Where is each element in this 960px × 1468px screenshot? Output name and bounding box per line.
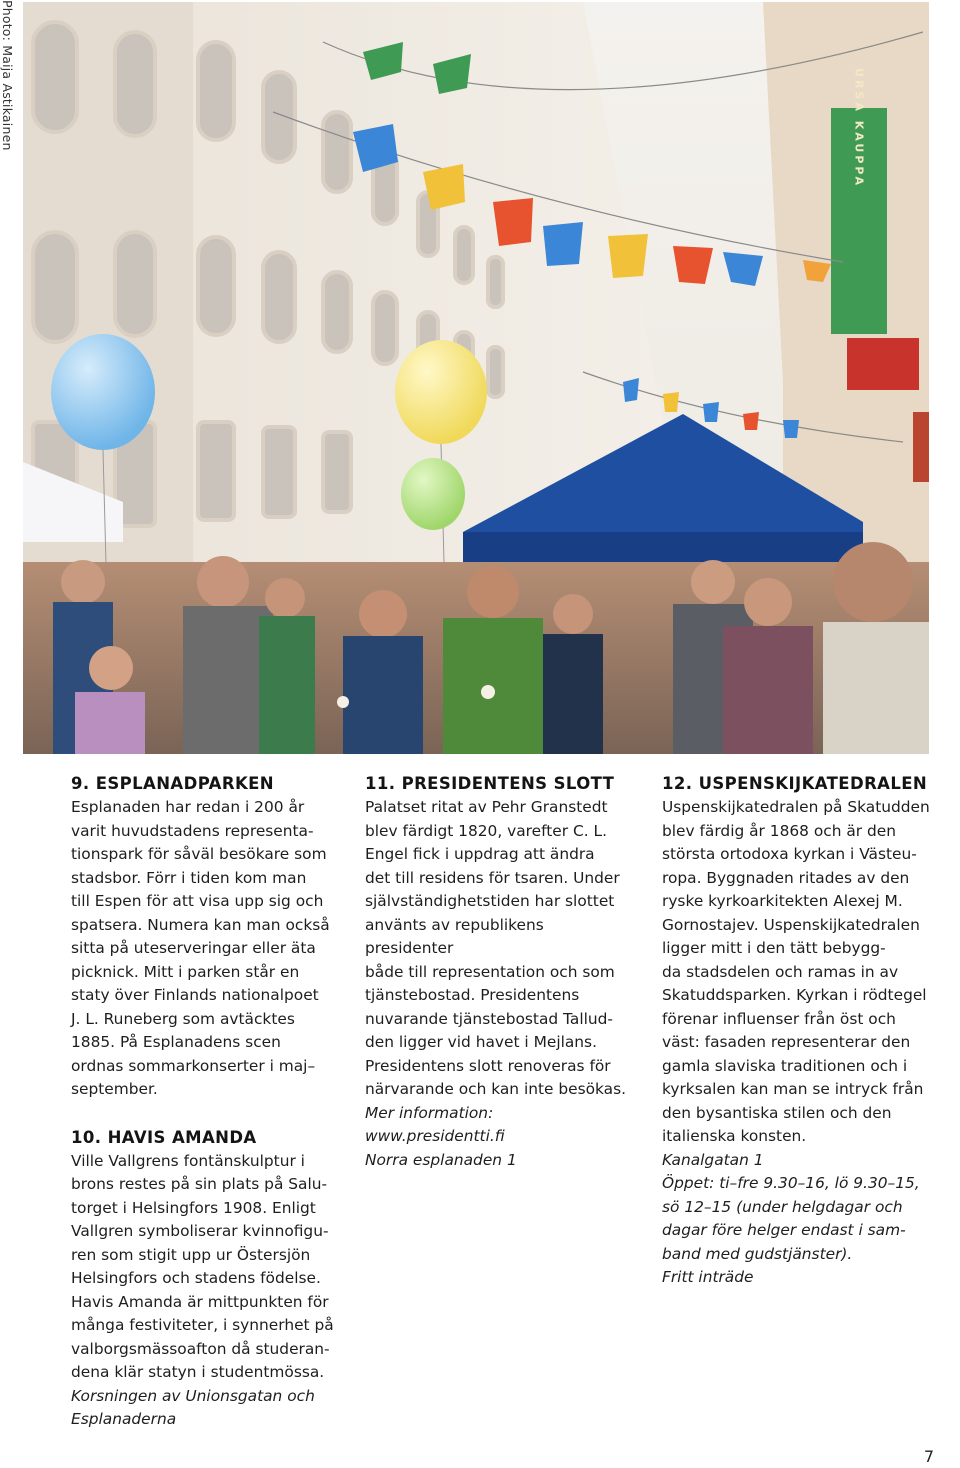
section-info-uspenskijkatedralen: Kanalgatan 1 Öppet: ti–fre 9.30–16, lö 9.30–15, sö 12–15 (under helgdagar och dagar före helger endast i sam- band med gudstjänster). Fritt inträde	[662, 1150, 920, 1286]
page-number: 7	[923, 1447, 934, 1466]
section-info-presidentens-slott: Mer information: www.presidentti.fi Norra esplanaden 1	[365, 1103, 517, 1169]
column-middle	[365, 772, 635, 1172]
section-address-havis-amanda: Korsningen av Unionsgatan och Esplanaderna	[71, 1386, 315, 1428]
section-body-presidentens-slott: Palatset ritat av Pehr Granstedt blev färdigt 1820, varefter C. L. Engel fick i uppdrag att ändra det till residens för tsaren. Under självständighetstiden har slottet använts av republikens presidenter både till representation och som tjänstebostad. Presidentens nuvarande tjänstebostad Tallud- den ligger vid havet i Mejlans. Presidentens slott renoveras för närvarande och kan inte besökas.	[365, 798, 627, 1098]
section-body-uspenskijkatedralen: Uspenskijkatedralen på Skatudden blev färdig år 1868 och är den största ortodoxa kyrkan i Västeu- ropa. Byggnaden ritades av den ryske kyrkoarkitekten Alexej M. Gornostajev. Uspenskijkatedralen ligger mitt i den tätt bebygg- da stadsdelen och ramas in av Skatuddsparken. Kyrkan i rödtegel förenar influenser från öst och väst: fasaden representerar den gamla slaviska traditionen och i kyrksalen kan man se intryck från den bysantiska stilen och den italienska konsten.	[662, 798, 930, 1145]
section-heading-esplanadparken: 9. ESPLANADPARKEN	[71, 774, 275, 793]
section-body-esplanadparken: Esplanaden har redan i 200 år varit huvudstadens representa- tionspark för såväl besökare som stadsbor. Förr i tiden kom man till Espen för att visa upp sig och spatsera. Numera kan man också sitta på uteserveringar eller äta picknick. Mitt i parken står en staty över Finlands nationalpoet J. L. Runeberg som avtäcktes 1885. På Esplanadens scen ordnas sommarkonserter i maj– september.	[71, 798, 330, 1098]
photo-credit	[0, 0, 18, 170]
column-left	[71, 772, 341, 1432]
section-heading-havis-amanda: 10. HAVIS AMANDA	[71, 1127, 257, 1147]
section-body-havis-amanda: Ville Vallgrens fontänskulptur i brons restes på sin plats på Salu- torget i Helsingfors 1908. Enligt Vallgren symboliserar kvinnofigu- ren som stigit upp ur Östersjön Helsingfors och stadens födelse. Havis Amanda är mittpunkten för många festiviteter, i synnerhet på valborgsmässoafton då studeran- dena klär statyn i studentmössa.	[71, 1151, 334, 1381]
photo-credit-text: Photo: Maija Astikainen	[0, 0, 15, 151]
street-festival-photo	[23, 2, 929, 754]
section-heading-uspenskijkatedralen: 12. USPENSKIJKATEDRALEN	[662, 774, 928, 793]
column-right	[662, 772, 932, 1290]
section-heading-presidentens-slott: 11. PRESIDENTENS SLOTT	[365, 774, 615, 793]
shop-sign-text: URSA KAUPPA	[852, 68, 866, 188]
